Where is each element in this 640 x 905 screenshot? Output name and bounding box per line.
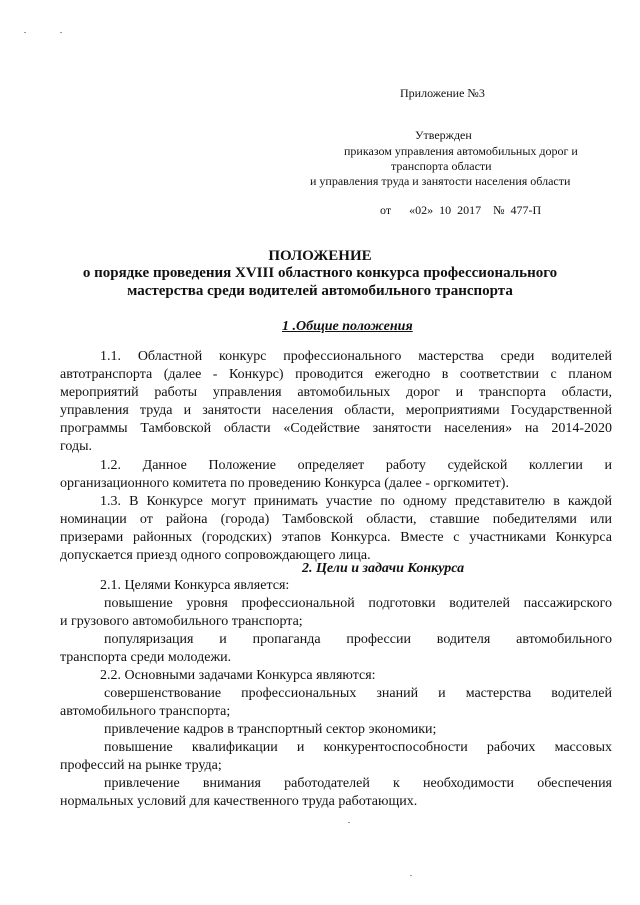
section-1-heading: 1 .Общие положения: [282, 319, 413, 334]
scan-speck: [60, 32, 62, 33]
paragraph-line: номинации от района (города) Тамбовской области, ставшие победителями или: [60, 512, 612, 527]
paragraph-line: мероприятий работы управления автомобильных дорог и транспорта области,: [60, 385, 612, 400]
document-subtitle-line-2: мастерства среди водителей автомобильного транспорта: [127, 283, 513, 299]
paragraph-line: призерами районных (городских) этапов Конкурса. Вместе с участниками Конкурса: [60, 530, 612, 545]
document-title: ПОЛОЖЕНИЕ: [268, 248, 372, 264]
paragraph-line: автотранспорта (далее - Конкурс) проводится ежегодно в соответствии с планом: [60, 367, 612, 382]
order-line-2: транспорта области: [391, 159, 492, 173]
paragraph-line: нормальных условий для качественного труда работающих.: [60, 794, 418, 809]
paragraph-line: 2.2. Основными задачами Конкурса являются:: [100, 668, 376, 683]
scan-speck: [348, 822, 350, 823]
paragraph-line: транспорта среди молодежи.: [60, 650, 232, 665]
document-subtitle-line-1: о порядке проведения XVIII областного конкурса профессионального: [82, 265, 558, 281]
appendix-label: Приложение №3: [400, 86, 485, 100]
scan-speck: [24, 32, 26, 33]
order-date: от «02» 10 2017 № 477-П: [380, 203, 542, 217]
paragraph-line: 1.2. Данное Положение определяет работу судейской коллегии и: [100, 458, 612, 473]
paragraph-line: годы.: [60, 439, 93, 454]
order-line-1: приказом управления автомобильных дорог и: [344, 144, 578, 158]
order-line-3: и управления труда и занятости населения области: [310, 174, 571, 188]
paragraph-line: автомобильного транспорта;: [60, 704, 231, 719]
paragraph-line: повышение квалификации и конкурентоспособности рабочих массовых: [104, 740, 612, 755]
paragraph-line: программы Тамбовской области «Содействие занятости населения» на 2014-2020: [60, 421, 612, 436]
paragraph-line: и грузового автомобильного транспорта;: [60, 614, 303, 629]
paragraph-line: управления труда и занятости населения области, мероприятиями Государственной: [60, 403, 612, 418]
paragraph-line: повышение уровня профессиональной подготовки водителей пассажирского: [104, 596, 612, 611]
paragraph-line: 2.1. Целями Конкурса является:: [100, 578, 290, 593]
paragraph-line: 1.1. Областной конкурс профессионального мастерства среди водителей: [100, 349, 612, 364]
paragraph-line: организационного комитета по проведению Конкурса (далее - оргкомитет).: [60, 476, 509, 491]
approved-label: Утвержден: [415, 128, 472, 142]
paragraph-line: допускается приезд одного сопровождающего лица.: [60, 548, 371, 563]
scan-speck: [410, 875, 412, 876]
paragraph-line: 1.3. В Конкурсе могут принимать участие по одному представителю в каждой: [100, 494, 612, 509]
paragraph-line: привлечение внимания работодателей к необходимости обеспечения: [104, 776, 612, 791]
section-2-heading: 2. Цели и задачи Конкурса: [302, 561, 465, 576]
paragraph-line: профессий на рынке труда;: [60, 758, 222, 773]
paragraph-line: привлечение кадров в транспортный сектор экономики;: [104, 722, 437, 737]
paragraph-line: совершенствование профессиональных знаний и мастерства водителей: [104, 686, 612, 701]
paragraph-line: популяризация и пропаганда профессии водителя автомобильного: [104, 632, 612, 647]
